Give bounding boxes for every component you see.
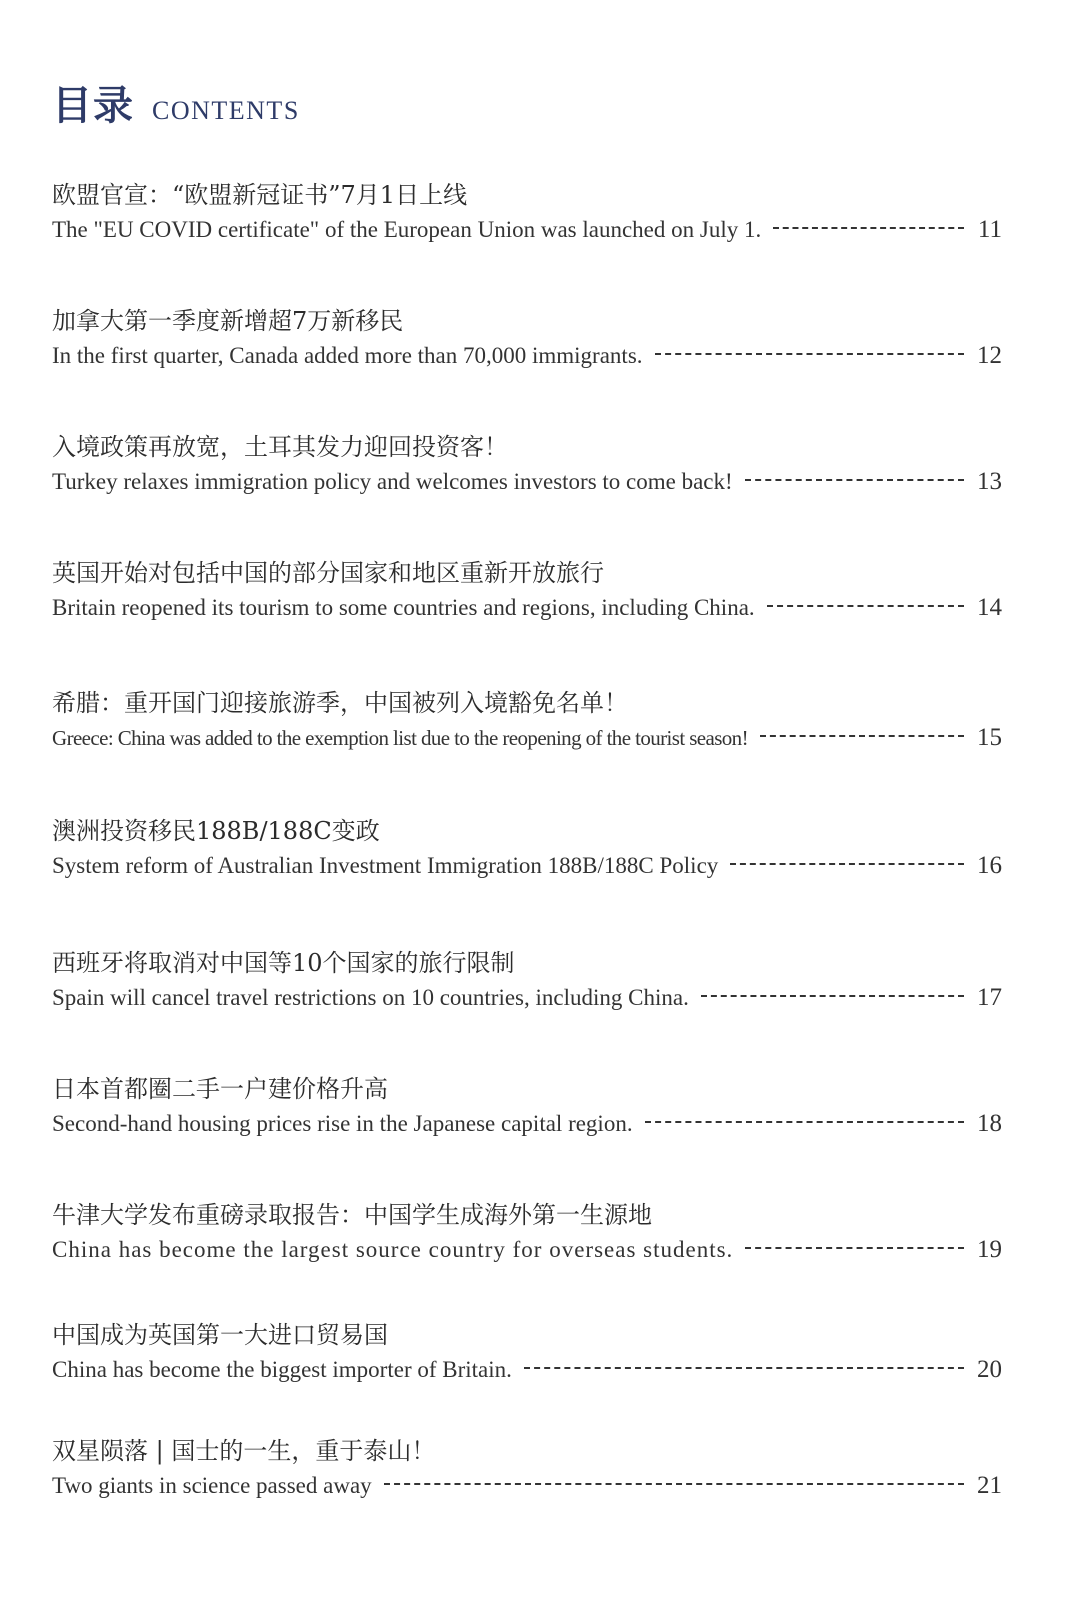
entry-title-chinese: 双星陨落 | 国士的一生，重于泰山！ xyxy=(52,1437,436,1465)
contents-header xyxy=(52,74,300,131)
entry-title-english: China has become the biggest importer of Britain. xyxy=(52,1357,512,1382)
toc-entry[interactable] xyxy=(52,816,1002,906)
entry-title-chinese: 牛津大学发布重磅录取报告：中国学生成海外第一生源地 xyxy=(52,1201,652,1229)
toc-entry[interactable] xyxy=(52,1320,1002,1410)
entry-title-english: In the first quarter, Canada added more than 70,000 immigrants. xyxy=(52,343,643,368)
entry-title-chinese: 日本首都圈二手一户建价格升高 xyxy=(52,1075,388,1103)
page-number: 14 xyxy=(977,594,1002,621)
dot-leader xyxy=(384,1483,964,1485)
page-number: 11 xyxy=(977,216,1002,243)
entry-title-chinese: 入境政策再放宽，土耳其发力迎回投资客！ xyxy=(52,433,508,461)
entry-title-english: Turkey relaxes immigration policy and welcomes investors to come back! xyxy=(52,469,733,494)
page-number: 17 xyxy=(977,984,1002,1011)
entry-title-english: The "EU COVID certificate" of the European Union was launched on July 1. xyxy=(52,217,762,242)
entry-title-english: Spain will cancel travel restrictions on 10 countries, including China. xyxy=(52,985,689,1010)
dot-leader xyxy=(655,353,964,355)
title-english: CONTENTS xyxy=(152,96,300,125)
toc-entry[interactable] xyxy=(52,1436,1002,1526)
toc-entry[interactable] xyxy=(52,1074,1002,1164)
entry-title-english: Britain reopened its tourism to some countries and regions, including China. xyxy=(52,595,755,620)
entry-title-english: China has become the largest source country for overseas students. xyxy=(52,1237,734,1262)
page-number: 19 xyxy=(977,1236,1002,1263)
page-number: 16 xyxy=(977,852,1002,879)
entry-title-english: Greece: China was added to the exemption list due to the reopening of the tourist season! xyxy=(52,726,748,750)
page-number: 18 xyxy=(977,1110,1002,1137)
dot-leader xyxy=(745,1247,964,1249)
toc-entry[interactable] xyxy=(52,688,1002,778)
page-number: 13 xyxy=(977,468,1002,495)
toc-entry[interactable] xyxy=(52,180,1002,270)
dot-leader xyxy=(524,1367,964,1369)
entry-title-chinese: 希腊：重开国门迎接旅游季，中国被列入境豁免名单！ xyxy=(52,689,628,717)
toc-entry[interactable] xyxy=(52,306,1002,396)
entry-title-chinese: 澳洲投资移民188B/188C变政 xyxy=(52,817,380,845)
entry-title-chinese: 西班牙将取消对中国等10个国家的旅行限制 xyxy=(52,949,515,977)
dot-leader xyxy=(730,863,964,865)
entry-title-english: Second-hand housing prices rise in the Japanese capital region. xyxy=(52,1111,633,1136)
page-number: 12 xyxy=(977,342,1002,369)
dot-leader xyxy=(745,479,964,481)
dot-leader xyxy=(767,605,964,607)
entry-title-chinese: 欧盟官宣：“欧盟新冠证书”7月1日上线 xyxy=(52,181,468,209)
entry-title-english: Two giants in science passed away xyxy=(52,1473,372,1498)
dot-leader xyxy=(773,227,964,229)
toc-entry[interactable] xyxy=(52,432,1002,522)
entry-title-chinese: 加拿大第一季度新增超7万新移民 xyxy=(52,307,404,335)
entry-title-chinese: 中国成为英国第一大进口贸易国 xyxy=(52,1321,388,1349)
dot-leader xyxy=(760,735,964,737)
toc-entry[interactable] xyxy=(52,558,1002,648)
entry-title-english: System reform of Australian Investment Immigration 188B/188C Policy xyxy=(52,853,719,878)
page-number: 21 xyxy=(977,1472,1002,1499)
toc-entry[interactable] xyxy=(52,1200,1002,1290)
title-chinese: 目录 xyxy=(52,82,134,129)
toc-entry[interactable] xyxy=(52,948,1002,1038)
page-number: 20 xyxy=(977,1356,1002,1383)
page-number: 15 xyxy=(977,724,1002,751)
dot-leader xyxy=(645,1121,964,1123)
entry-title-chinese: 英国开始对包括中国的部分国家和地区重新开放旅行 xyxy=(52,559,604,587)
dot-leader xyxy=(701,995,964,997)
